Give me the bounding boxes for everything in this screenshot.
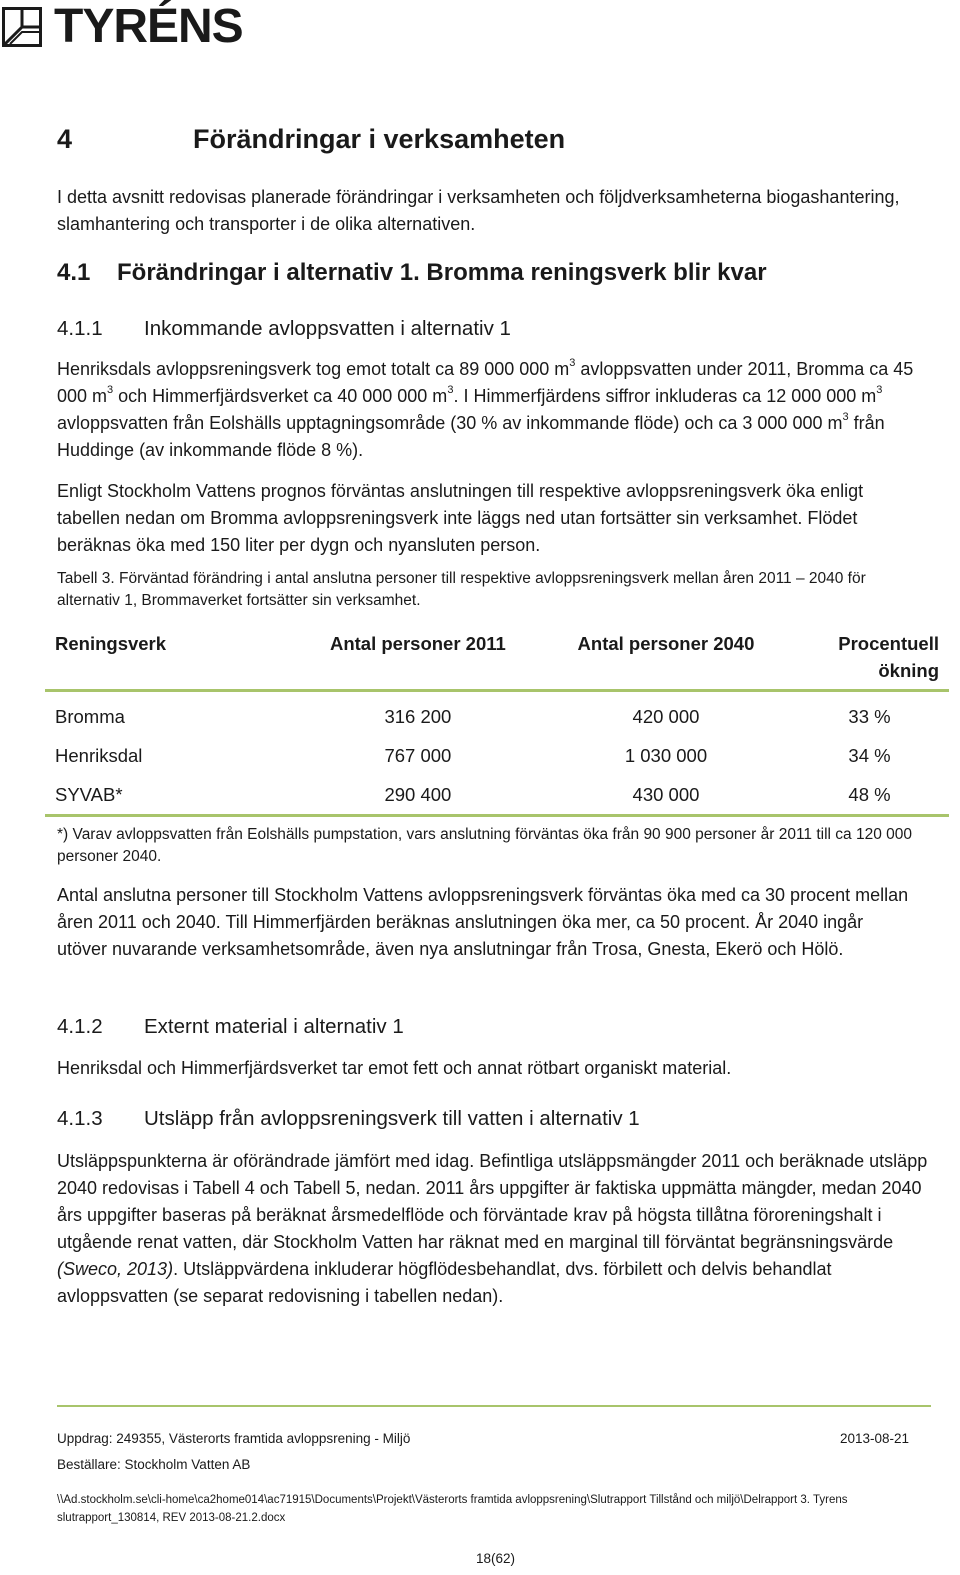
table-cell: Henriksdal: [55, 745, 143, 766]
table-cell: SYVAB*: [55, 784, 123, 805]
table-cell: 430 000: [632, 784, 700, 805]
table-row: [45, 736, 949, 775]
emissions-paragraph: [57, 1148, 932, 1310]
superscript: 3: [107, 384, 114, 396]
superscript: 3: [842, 411, 849, 423]
section-heading: [57, 124, 565, 155]
page-number: 18(62): [476, 1551, 516, 1566]
heading-title: Utsläpp från avloppsreningsverk till vatten i alternativ 1: [144, 1107, 640, 1130]
column-header: Antal personer 2011: [329, 633, 506, 654]
footer-file-path: \\Ad.stockholm.se\cli-home\ca2home014\ac71915\Documents\Projekt\Västerorts framtida avloppsrening\Slutrapport Tillstånd och miljö\Delrapport 3. Tyrens slutrapport_130814, REV 2013-08-21.2.docx: [57, 1494, 848, 1524]
section-number: 4: [57, 124, 73, 154]
superscript: 3: [447, 384, 454, 396]
column-header: Antal personer 2040: [577, 633, 755, 654]
text-run: avloppsvatten under 2011, Bromma ca 45 000 m: [57, 359, 914, 406]
footer-client: Beställare: Stockholm Vatten AB: [57, 1457, 251, 1472]
heading-4-1-1: [57, 317, 511, 341]
footer-date: 2013-08-21: [840, 1431, 910, 1446]
table-cell: 767 000: [384, 745, 452, 766]
heading-title: Externt material i alternativ 1: [144, 1015, 404, 1038]
external-material-paragraph: Henriksdal och Himmerfjärdsverket tar emot fett och annat rötbart organiskt material.: [57, 1058, 732, 1078]
table-cell: 1 030 000: [624, 745, 708, 766]
heading-title: Inkommande avloppsvatten i alternativ 1: [144, 317, 511, 340]
table-caption: Tabell 3. Förväntad förändring i antal anslutna personer till respektive avloppsreningsverk mellan åren 2011 – 2040 för alternativ 1, Brommaverket fortsätter sin verksamhet.: [57, 570, 866, 609]
heading-number: 4.1.1: [57, 317, 103, 340]
footer-divider: [57, 1405, 931, 1407]
table-header-row: [45, 622, 949, 691]
logo-wordmark: TYRÉNS: [54, 0, 243, 53]
heading-4-1-3: [57, 1107, 640, 1131]
subsection-number: 4.1: [57, 259, 91, 286]
company-logo: [2, 0, 243, 53]
population-table: [45, 622, 949, 817]
forecast-paragraph: Enligt Stockholm Vattens prognos förväntas anslutningen till respektive avloppsreningsverk öka enligt tabellen nedan om Bromma avloppsreningsverk inte läggs ned utan fortsätter sin verksamhet. Flödet beräknas öka med 150 liter per dygn och nyansluten person.: [57, 481, 864, 555]
citation: (Sweco, 2013): [57, 1259, 174, 1279]
connection-paragraph: Antal anslutna personer till Stockholm Vattens avloppsreningsverk förväntas öka med ca 30 procent mellan åren 2011 och 2040. Till Himmerfjärden beräknas anslutningen öka mer, ca 50 procent. År 2040 ingår utöver nuvarande verksamhetsområde, även nya anslutningar från Trosa, Gnesta, Ekerö och Hölö.: [57, 885, 909, 959]
text-run: avloppsvatten från Eolshälls upptagningsområde (30 % av inkommande flöde) och ca 3 000 000 m: [57, 413, 843, 433]
table-cell: 48 %: [848, 784, 891, 805]
intro-paragraph: I detta avsnitt redovisas planerade förändringar i verksamheten och följdverksamheterna biogashantering, slamhantering och transporter i de olika alternativen.: [57, 187, 900, 234]
heading-4-1-2: [57, 1015, 404, 1039]
heading-number: 4.1.3: [57, 1107, 103, 1130]
column-header: Procentuell ökning: [838, 633, 939, 681]
section-title: Förändringar i verksamheten: [193, 124, 566, 154]
subsection-heading: [57, 259, 767, 287]
superscript: 3: [876, 384, 883, 396]
text-run: . I Himmerfjärdens siffror inkluderas ca 12 000 000 m: [453, 386, 877, 406]
column-header: Reningsverk: [55, 633, 167, 654]
table-cell: 290 400: [384, 784, 452, 805]
footer-assignment: Uppdrag: 249355, Västerorts framtida avloppsrening - Miljö: [57, 1431, 411, 1446]
table-footnote: *) Varav avloppsvatten från Eolshälls pumpstation, vars anslutning förväntas öka från 90 900 personer år 2011 till ca 120 000 personer 2040.: [57, 826, 913, 865]
table-cell: 420 000: [632, 706, 700, 727]
subsection-title: Förändringar i alternativ 1. Bromma reningsverk blir kvar: [117, 259, 767, 286]
text-run: Henriksdals avloppsreningsverk tog emot totalt ca 89 000 000 m: [57, 359, 570, 379]
table-cell: 33 %: [848, 706, 891, 727]
text-run: från Huddinge (av inkommande flöde 8 %).: [57, 413, 885, 460]
heading-number: 4.1.2: [57, 1015, 103, 1038]
tyrens-logo-icon: [2, 7, 42, 47]
text-run: och Himmerfjärdsverket ca 40 000 000 m: [113, 386, 448, 406]
table-row: [45, 691, 949, 737]
text-run: . Utsläppvärdena inkluderar högflödesbehandlat, dvs. förbilett och delvis behandlat avloppsvatten (se separat redovisning i tabellen nedan).: [57, 1259, 832, 1306]
table-cell: 316 200: [384, 706, 452, 727]
inflow-paragraph: [57, 356, 917, 464]
superscript: 3: [569, 357, 576, 369]
table-cell: 34 %: [848, 745, 891, 766]
table-cell: Bromma: [55, 706, 125, 727]
text-run: Utsläppspunkterna är oförändrade jämfört med idag. Befintliga utsläppsmängder 2011 och beräknade utsläpp 2040 redovisas i Tabell 4 och Tabell 5, nedan. 2011 års uppgifter är faktiska uppmätta mängder, medan 2040 års uppgifter baseras på beräknat årsmedelflöde och förväntade krav på högsta tillåtna föroreningshalt i utgående renat vatten, där Stockholm Vatten har räknat med en marginal till förväntat begränsningsvärde: [57, 1151, 928, 1252]
table-row: [45, 775, 949, 816]
